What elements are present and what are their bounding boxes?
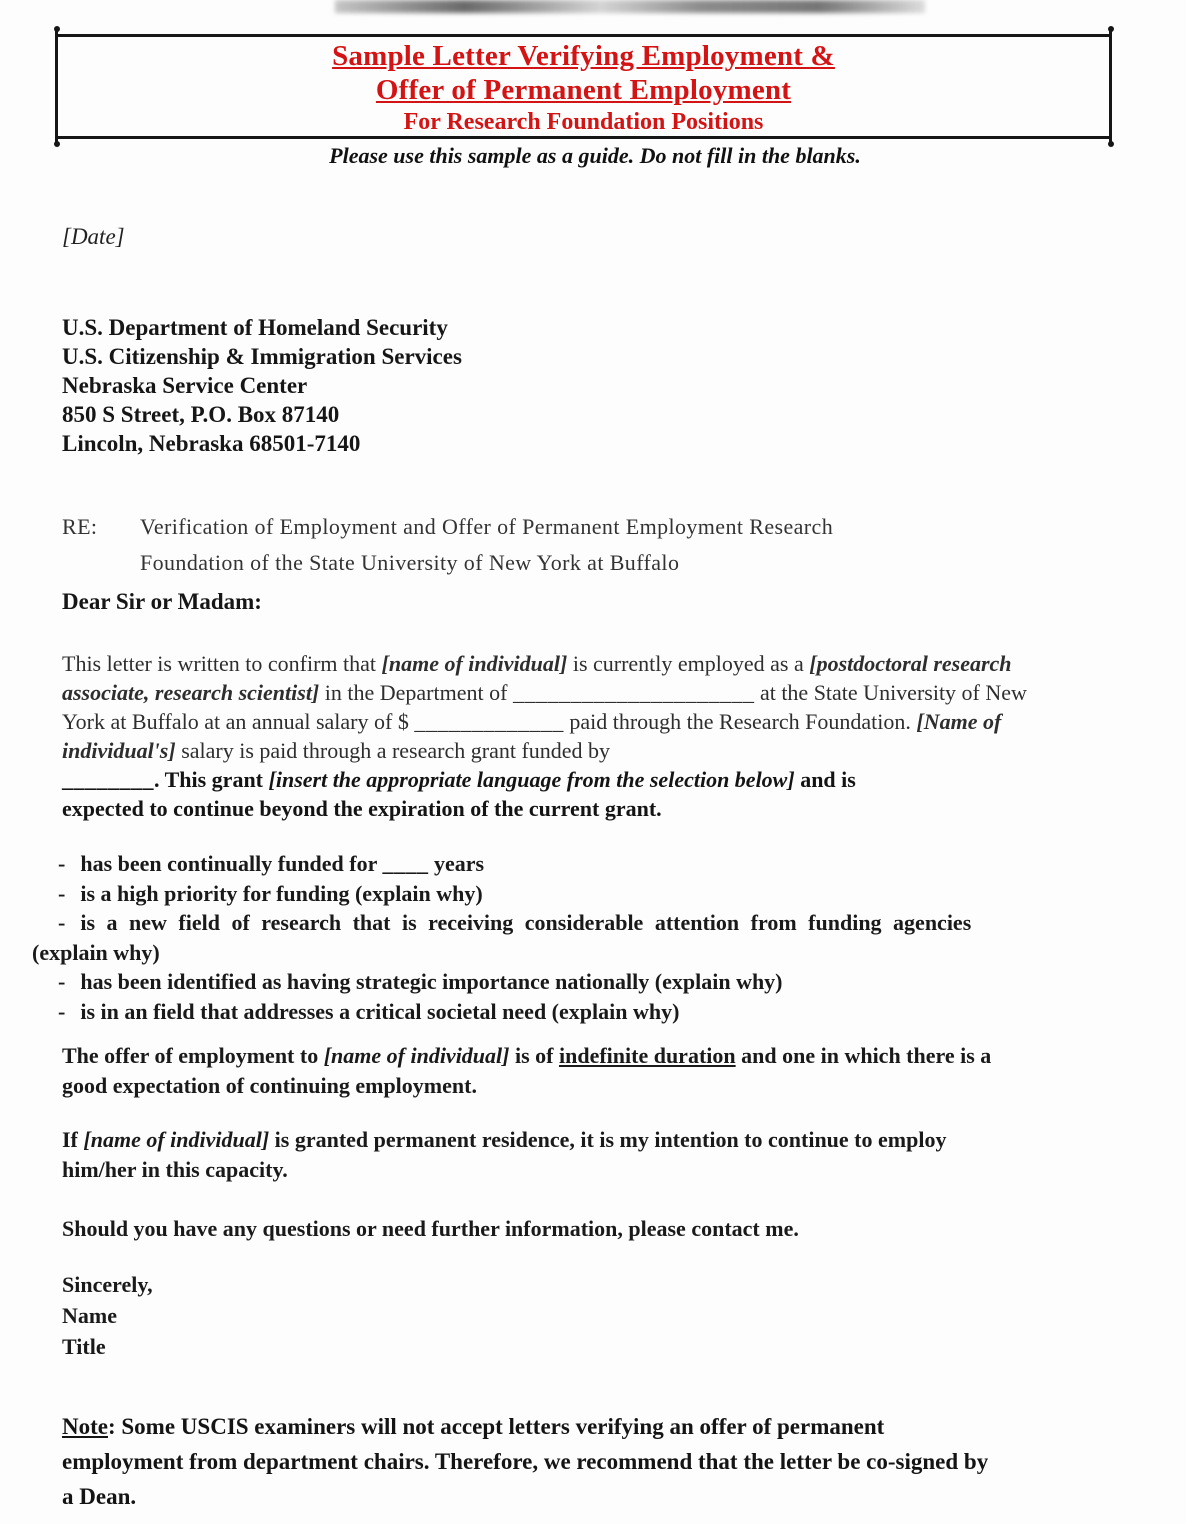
note-paragraph [62,1409,1128,1514]
text-segment: : Some USCIS examiners will not accept letters verifying an offer of permanent [107,1414,885,1439]
text-segment: paid through the Research Foundation. [563,709,917,734]
text-segment: York at Buffalo at an annual salary of $ [62,709,415,734]
department-blank-field: _____________________ [512,680,755,705]
address-line: Lincoln, Nebraska 68501-7140 [62,431,361,456]
text-segment: has been identified as having strategic importance nationally (explain why) [80,969,783,994]
bullet-dash: - [58,880,66,906]
text-segment: is in an field that addresses a critical societal need (explain why) [80,998,680,1024]
text-segment: salary is paid through a research grant funded by [175,738,611,763]
page-title-line2: Offer of Permanent Employment [375,74,792,106]
text-segment: at the State University of New [754,680,1027,705]
text-line [62,765,1128,794]
text-segment [32,910,971,935]
date-placeholder: [Date] [62,224,125,249]
text-line [62,649,1128,678]
note-text [62,1409,1128,1514]
years-blank-field: ____ [382,851,429,876]
text-segment: is currently employed as a [567,651,810,676]
bullet-dash: - [58,969,66,994]
text-segment: and is [794,767,856,792]
closing-sincerely: Sincerely, [62,1272,153,1297]
closing-block [62,1269,1128,1362]
name-placeholder: [name of individual] [83,1127,270,1152]
list-item [58,967,1128,997]
header-box [55,34,1112,139]
text-segment: a Dean. [62,1484,137,1509]
re-subject-text [140,509,833,581]
text-line [62,1071,1128,1101]
text-segment: is a new field of research that is receiving considerable attention from funding agencies [80,910,972,935]
page-title-line3: For Research Foundation Positions [403,109,764,135]
text-line: Should you have any questions or need further information, please contact me. [62,1216,799,1241]
text-line [62,678,1128,707]
text-segment: is a high priority for funding (explain why) [80,880,483,906]
list-item [32,908,1128,967]
page-top-scan-artifact [335,0,925,13]
closing-name: Name [62,1303,117,1328]
text-segment: good expectation of continuing employment. [62,1073,477,1098]
bullet-dash: - [58,910,66,935]
text-segment: employment from department chairs. Therefore, we recommend that the letter be co-signed by [62,1449,989,1474]
text-line [62,1155,1128,1185]
body-paragraph-employment [62,649,1128,823]
box-left-border [55,28,58,145]
salary-blank-field: _____________ [414,709,564,734]
recipient-address [62,313,1128,458]
text-line [62,736,1128,765]
text-segment: . This grant [154,767,269,792]
text-segment: expected to continue beyond the expiration of the current grant. [62,796,662,821]
offer-duration-paragraph [62,1041,1128,1101]
re-label: RE: [62,514,98,539]
instruction-tagline: Please use this sample as a guide. Do not fill in the blanks. [329,143,861,168]
text-segment: him/her in this capacity. [62,1157,288,1182]
re-subject-line: Foundation of the State University of New York at Buffalo [140,550,680,575]
list-item [58,849,1128,879]
text-segment: The offer of employment to [62,1043,324,1068]
text-segment: has been continually funded for [80,851,383,876]
text-line [62,794,1128,823]
address-line: 850 S Street, P.O. Box 87140 [62,402,340,427]
funder-blank-field: ________ [62,767,154,792]
text-segment: is granted permanent residence, it is my intention to continue to employ [269,1127,947,1152]
name-placeholder: [Name of [916,709,1002,734]
text-line [62,1125,1128,1155]
position-placeholder: associate, research scientist] [62,680,320,705]
re-subject-block [62,509,1128,581]
text-segment: If [62,1127,84,1152]
bullet-dash: - [58,998,66,1024]
text-segment: in the Department of [319,680,513,705]
name-placeholder: [name of individual] [381,651,568,676]
address-line: Nebraska Service Center [62,373,308,398]
text-line [62,707,1128,736]
address-line: U.S. Citizenship & Immigration Services [62,344,462,369]
position-placeholder: [postdoctoral research [809,651,1012,676]
re-subject-line: Verification of Employment and Offer of Permanent Employment Research [140,514,834,539]
text-segment: and one in which there is a [735,1043,992,1068]
text-segment: years [428,851,485,876]
grant-options-list [32,849,1128,1026]
contact-paragraph [62,1215,1128,1243]
insert-language-placeholder: [insert the appropriate language from the selection below] [268,767,795,792]
text-line [62,1041,1128,1071]
note-label: Note [62,1414,108,1439]
list-item [58,879,1128,909]
permanent-residence-paragraph [62,1125,1128,1185]
page-title-line1: Sample Letter Verifying Employment & [332,40,835,72]
name-placeholder: [name of individual] [323,1043,510,1068]
text-segment: (explain why) [32,939,160,965]
name-placeholder: individual's] [62,738,176,763]
underlined-text: indefinite duration [558,1043,736,1068]
letter-content [0,34,1186,1514]
box-right-border [1109,28,1112,145]
address-line: U.S. Department of Homeland Security [62,315,448,340]
list-item [58,997,1128,1027]
closing-title: Title [62,1334,106,1359]
bullet-dash: - [58,851,66,876]
text-segment: is of [509,1043,559,1068]
text-segment: This letter is written to confirm that [62,651,382,676]
salutation: Dear Sir or Madam: [62,589,262,614]
